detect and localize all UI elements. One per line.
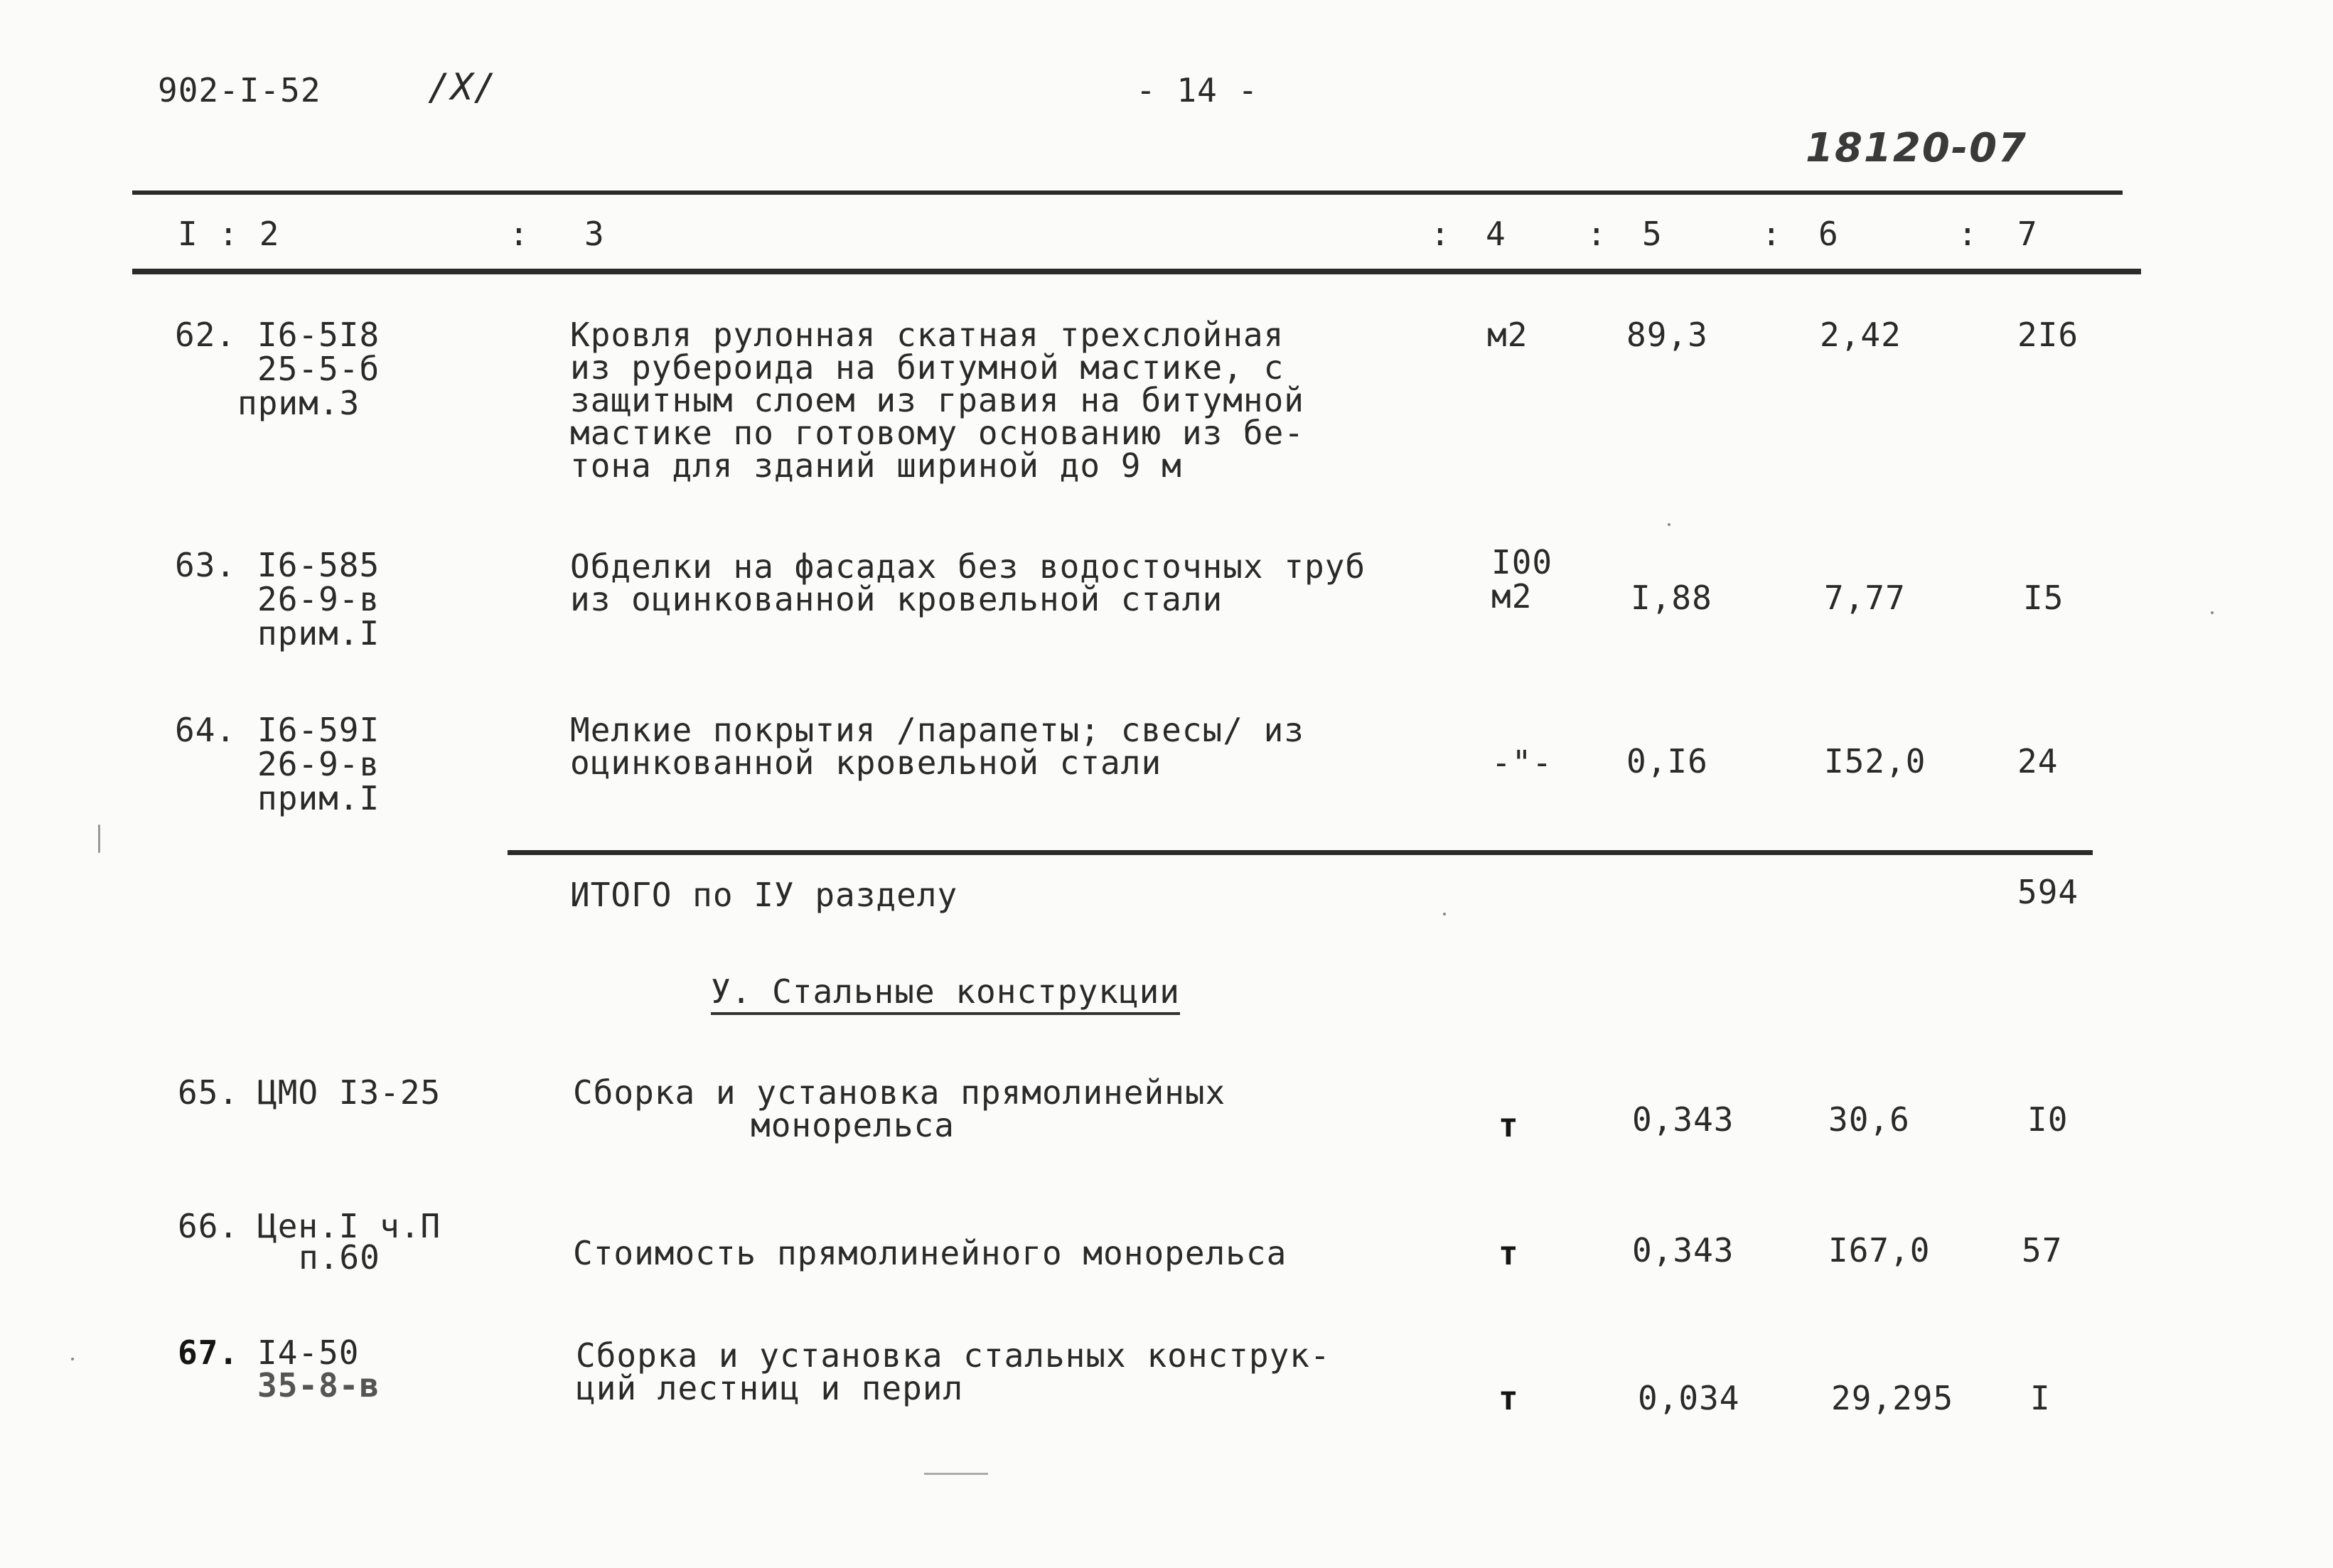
col-sep-2: : [509, 215, 530, 253]
col-sep-4: : [1430, 215, 1451, 253]
col-header-7: 7 [2017, 215, 2038, 253]
row-unit-price: 29,295 [1831, 1379, 1954, 1417]
row-code-line: Цен.I ч.П [257, 1207, 441, 1245]
scan-artifact [1443, 913, 1446, 915]
row-unit-price: 7,77 [1824, 579, 1906, 617]
row-code-line: 35-8-в [257, 1366, 380, 1405]
row-number: 64. [175, 711, 237, 749]
subtotal-rule [508, 850, 2093, 855]
row-code-line: I6-59I [257, 711, 380, 749]
row-unit-price: 2,42 [1820, 316, 1902, 354]
row-code-line: п.60 [299, 1238, 380, 1277]
row-unit-price: 30,6 [1828, 1100, 1910, 1139]
row-unit: т [1498, 1234, 1519, 1272]
col-header-1-2: I : 2 [178, 215, 280, 253]
row-description-line: из рубероида на битумной мастике, с [570, 348, 1285, 387]
subtotal-value: 594 [2017, 873, 2079, 911]
row-number: 65. [178, 1073, 240, 1112]
col-sep-7: : [1958, 215, 1978, 253]
row-quantity: I,88 [1631, 579, 1712, 617]
col-sep-6: : [1761, 215, 1782, 253]
row-quantity: 0,343 [1632, 1100, 1734, 1139]
scan-artifact [71, 1358, 74, 1360]
col-header-6: 6 [1818, 215, 1839, 253]
row-total: I0 [2027, 1100, 2069, 1139]
scan-artifact [98, 825, 100, 853]
row-code-line: прим.I [257, 614, 380, 653]
row-code-line: ЦМО I3-25 [257, 1073, 441, 1112]
col-sep-5: : [1587, 215, 1607, 253]
row-code-line: 25-5-б [257, 350, 380, 388]
row-unit-price: I52,0 [1824, 742, 1926, 780]
row-number: 63. [175, 546, 237, 584]
row-code-line: 26-9-в [257, 745, 380, 783]
row-code-line: 26-9-в [257, 580, 380, 618]
row-unit: м2 [1487, 316, 1528, 354]
page-number: - 14 - [1136, 71, 1259, 109]
row-total: I [2030, 1379, 2051, 1417]
row-quantity: 0,034 [1638, 1379, 1740, 1417]
row-code-line: I6-585 [257, 546, 380, 584]
row-description-line: тона для зданий шириной до 9 м [570, 446, 1182, 485]
row-quantity: 0,343 [1632, 1231, 1734, 1269]
col-header-3: 3 [584, 215, 605, 253]
col-header-5: 5 [1642, 215, 1663, 253]
section-title: У. Стальные конструкции [711, 975, 1180, 1015]
row-description-line: оцинкованной кровельной стали [570, 743, 1162, 782]
subtotal-label: ИТОГО по IУ разделу [570, 876, 958, 914]
row-code-line: I6-5I8 [257, 316, 380, 354]
col-header-4: 4 [1486, 215, 1506, 253]
row-total: 24 [2017, 742, 2059, 780]
archive-stamp: 18120-07 [1806, 125, 2027, 171]
row-code-line: I4-50 [257, 1333, 360, 1372]
row-unit: т [1498, 1106, 1519, 1144]
row-unit-price: I67,0 [1828, 1231, 1931, 1269]
row-number: 67. [178, 1333, 240, 1372]
row-description-line: Сборка и установка прямолинейных [573, 1073, 1226, 1112]
row-unit: м2 [1491, 577, 1533, 616]
row-number: 66. [178, 1207, 240, 1245]
row-description-line: мастике по готовому основанию из бе- [570, 414, 1304, 452]
row-description-line: защитным слоем из гравия на битумной [570, 381, 1304, 419]
row-number: 62. [175, 316, 237, 354]
row-quantity: 89,3 [1626, 316, 1708, 354]
row-total: 2I6 [2017, 316, 2079, 354]
row-total: I5 [2023, 579, 2064, 617]
row-description-line: из оцинкованной кровельной стали [570, 580, 1223, 618]
row-unit: т [1498, 1379, 1519, 1417]
row-code-line: прим.3 [237, 384, 360, 422]
footer-mark [924, 1473, 988, 1475]
document-code: 902-I-52 [158, 71, 321, 109]
scan-artifact [1668, 523, 1670, 526]
scan-artifact [2211, 611, 2214, 614]
top-rule [132, 190, 2123, 195]
row-description-line: Стоимость прямолинейного монорельса [573, 1234, 1287, 1272]
row-total: 57 [2022, 1231, 2063, 1269]
row-code-line: прим.I [257, 779, 380, 817]
row-description-line: ций лестниц и перил [576, 1369, 964, 1407]
row-description-line: монорельса [751, 1106, 955, 1144]
row-unit: I00 [1491, 543, 1553, 581]
row-description-line: Кровля рулонная скатная трехслойная [570, 316, 1285, 354]
album-number: /X/ [428, 66, 497, 109]
row-description-line: Сборка и установка стальных конструк- [576, 1336, 1331, 1375]
row-description-line: Мелкие покрытия /парапеты; свесы/ из [570, 711, 1304, 749]
row-unit: -"- [1491, 743, 1553, 782]
row-description-line: Обделки на фасадах без водосточных труб [570, 547, 1366, 586]
row-quantity: 0,I6 [1626, 742, 1708, 780]
header-bottom-rule [132, 269, 2141, 274]
